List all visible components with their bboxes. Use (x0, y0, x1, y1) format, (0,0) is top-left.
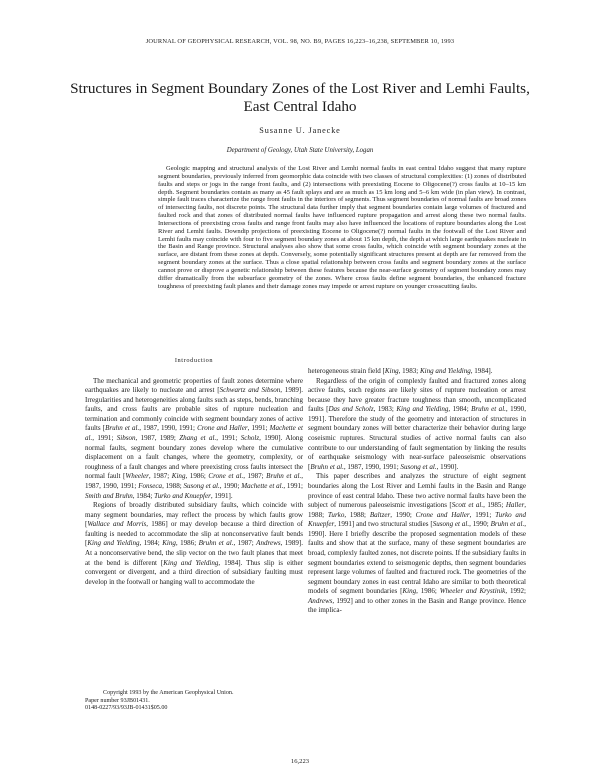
citation: King (402, 587, 417, 596)
citation: Crone and Haller (415, 510, 470, 519)
text-run: Regions of broadly distributed subsidiary faults, which coincide with many segment boundaries, may reflect the process by which faults grow [ (85, 501, 303, 529)
paper-number: Paper number 93JB01431. (85, 697, 150, 704)
text-run: , 1990]. Here I briefly describe the proposed segmentation models of these faults and show that at the surface, many of these segment boundaries are broad, complexly faulted zones, not discrete points. If the subsidiary faults in segment boundaries extend to seismogenic depths, then segment boundaries represent large volumes of faulted and fractured rock. The geometries of the segment boundary zones in east central Idaho are similar to both theoretical models of segment boundaries [ (308, 520, 526, 596)
text-run: The mechanical and geometric properties of fault zones determine where earthquakes are likely to nucleate and arrest [ (85, 376, 303, 395)
citation: Bruhn et al. (471, 405, 506, 414)
text-run: , 1984]. (470, 367, 493, 375)
text-run: , 1986; (416, 587, 440, 596)
body-paragraph (308, 377, 526, 473)
text-run: , 1985; (483, 501, 506, 510)
body-paragraph (308, 472, 526, 616)
text-run: , 1987, 1989; (135, 434, 180, 443)
citation: King (384, 367, 399, 375)
citation: Sibson (116, 434, 136, 443)
citation: Andrews (308, 596, 333, 605)
citation: Das and Scholz (328, 405, 374, 414)
citation: Baltzer (369, 510, 391, 519)
paper-title: Structures in Segment Boundary Zones of the Lost River and Lemhi Faults, East Central Idaho (70, 80, 530, 115)
citation: Schwartz and Sibson (219, 386, 281, 395)
citation: Wallace and Morris (87, 520, 147, 529)
citation: Bruhn et al. (198, 539, 234, 548)
text-run: , 1984; (139, 539, 163, 548)
citation: Wheeler (125, 472, 149, 481)
copyright-notice: Copyright 1993 by the American Geophysical Union. (103, 690, 234, 696)
text-run: , 1991; (92, 434, 117, 443)
citation: Susong et al. (432, 520, 470, 529)
text-run: This paper describes and analyzes the structure of eight segment boundaries along the Lost River and Lemhi faults in the Basin and Range province of east central Idaho. These two active normal faults have been the subject of numerous paleoseismic investigations [ (308, 472, 526, 510)
body-paragraph (308, 367, 526, 377)
issn-code: 0148-0227/93/93JB-01431$05.00 (85, 705, 168, 712)
citation: King (171, 472, 186, 481)
text-run: , 1986; (185, 472, 209, 481)
citation: Haller (505, 501, 525, 510)
text-run: , 1991] and two structural studies [ (334, 520, 433, 529)
text-run: , 1986] or may develop because a third direction of faulting is needed to accommodate the slip at nonconservative fault bends [ (85, 520, 303, 548)
citation: Zhang et al. (179, 434, 217, 443)
text-run: , 1984]. Thus slip is either convergent or divergent, and a third direction of subsidiary faulting must develop in the footwall or hanging wall to accommodate the (85, 558, 303, 586)
text-run: , 1986; (175, 539, 199, 548)
citation: Crone et al. (208, 472, 244, 481)
citation: Susong et al. (183, 481, 220, 490)
text-run: , 1983; (373, 405, 397, 414)
citation: King and Yielding (163, 558, 219, 567)
body-paragraph (85, 377, 303, 502)
citation: Turko and Knuepfer (308, 510, 527, 529)
citation: King and Yielding (87, 539, 140, 548)
citation: Bruhn et al. (266, 472, 302, 481)
text-run: , 1991; (247, 424, 270, 433)
journal-header: JOURNAL OF GEOPHYSICAL RESEARCH, VOL. 98, NO. B9, PAGES 16,223–16,238, SEPTEMBER 10, 1993 (145, 38, 455, 45)
citation: King (162, 539, 176, 548)
text-run: , 1988; (162, 481, 184, 490)
text-run: , 1991]. (210, 491, 233, 500)
text-run: , 1991; (216, 434, 241, 443)
text-run: , 1991; (469, 510, 496, 519)
text-run: , 1990; (219, 481, 242, 490)
citation: Scott et al. (451, 501, 484, 510)
citation: Bruhn et al. (310, 462, 344, 471)
right-column (308, 367, 526, 616)
text-run: , 1990]. Along normal faults, segment boundary zones develop where the cumulative displacement on a fault changes, where the geometry, complexity, or roughness of a fault changes and where preexisting cross faults intersect the normal fault [ (85, 434, 303, 481)
citation: Bruhn et al. (105, 424, 140, 433)
citation: Fonseca (138, 481, 163, 490)
citation: King and Yielding (419, 367, 471, 375)
footnote (85, 690, 303, 713)
text-run: , 1984; (448, 405, 472, 414)
author-name: Susanne U. Janecke (259, 126, 341, 135)
text-run: , 1987; (233, 539, 257, 548)
citation: Andrews (256, 539, 281, 548)
text-run: , 1990]. (436, 462, 459, 471)
text-run: , 1992] and to other zones in the Basin and Range province. Hence the implica- (308, 596, 526, 615)
text-run: , 1987, 1990, 1991; (343, 462, 401, 471)
text-run: , 1983; (398, 367, 420, 375)
text-run: , 1988; (308, 501, 526, 519)
text-run: , 1990, 1991]. Therefore the study of the geometry and interaction of structures in segment boundary zones will better characterize their behavior during large coseismic ruptures. Structural studies of active normal faults can also contribute to our understanding of fault segmentation by linking the results of earthquake seismology with near-surface paleoseismic observations [ (308, 405, 526, 471)
left-column (85, 356, 303, 587)
abstract: Geologic mapping and structural analysis of the Lost River and Lemhi normal faults in east central Idaho suggest that many rupture segment boundaries, previously inferred from geomorphic data coincide with two classes of structural complexities: (1) zones of distributed faults and steps or jogs in the range front faults, and (2) intersections with preexisting Eocene to Oligocene(?) cross faults at 10–15 km depth. Segment boundaries contain as many as 45 fault splays and are as much as 15 km long and 5–6 km wide (in plan view). In contrast, simple fault traces characterize the range front faults in the interiors of segments. Thus segment boundaries of normal faults are broad zones of intersecting faults, not discrete points. The structural data further imply that segment boundaries contain large volumes of fractured and faulted rock and that zones of distributed normal faults have influenced rupture propagation and arrest along these two normal faults. Intersections of preexisting cross faults and range front faults may also have influenced the locations of rupture boundaries along the Lost River and Lemhi faults. Downdip projections of preexisting Eocene to Oligocene(?) normal faults in the footwall of the Lost River and Lemhi faults may coincide with four to five segment boundary zones at about 15 km depth, the depth at which large earthquakes nucleate in the Basin and Range province. Structural analyses also show that some cross faults, which coincide with segment boundary zones at the surface, are distant from these zones at depth. Conversely, some potentially significant structures present at depth are far removed from the segment boundary zones at the surface. Thus a close spatial relationship between cross faults and segment boundary zones at the surface cannot prove or disprove a genetic relationship between these features because the near-surface geometry of segment boundary zones may differ dramatically from the subsurface geometry of the zones. Where cross faults define segment boundaries, the enhanced fracture toughness of preexisting fault planes and their damage zones may impede or arrest rupture on younger crosscutting faults. (158, 165, 526, 290)
text-run: , 1987, 1990, 1991; (85, 472, 303, 490)
text-run: heterogeneous strain field [ (308, 367, 385, 375)
text-run: , 1987; (243, 472, 267, 481)
body-paragraph (85, 501, 303, 587)
text-run: , 1984; (132, 491, 155, 500)
text-run: , 1989]. Irregularities and heterogeneities along faults such as steps, bends, branching faults, and cross faults are probable sites of rupture nucleation and termination and commonly coincide with segment boundary zones of active faults [ (85, 386, 303, 433)
text-run: , 1991; (283, 481, 303, 490)
text-run: , 1987, 1990, 1991; (139, 424, 198, 433)
citation: Bruhn et al. (490, 520, 525, 529)
citation: Turko and Knuepfer (154, 491, 211, 500)
citation: Machette et al. (241, 481, 284, 490)
section-heading-introduction: Introduction (174, 357, 214, 364)
page-number: 16,223 (290, 758, 310, 765)
author-affiliation: Department of Geology, Utah State University, Logan (226, 147, 374, 154)
text-run: , 1990; (469, 520, 491, 529)
citation: Wheeler and Krystinik (439, 587, 506, 596)
citation: Turko (327, 510, 345, 519)
citation: Smith and Bruhn (85, 491, 133, 500)
text-run: , 1988; (344, 510, 370, 519)
text-run: , 1990; (390, 510, 416, 519)
text-run: , 1989]. At a nonconservative bend, the slip vector on the two fault planes that meet at the bend is different [ (85, 539, 303, 567)
citation: Scholz (240, 434, 260, 443)
text-run: , 1992; (505, 587, 527, 596)
citation: King and Yielding (396, 405, 449, 414)
text-run: , 1987; (148, 472, 172, 481)
citation: Crone and Haller (197, 424, 248, 433)
citation: Susong et al. (400, 462, 437, 471)
citation: Machette et al. (85, 424, 303, 443)
text-run: Regardless of the origin of complexly faulted and fractured zones along active faults, such regions are likely sites of rupture nucleation or arrest because they have greater fracture toughness than smooth, uncomplicated faults [ (308, 376, 526, 414)
